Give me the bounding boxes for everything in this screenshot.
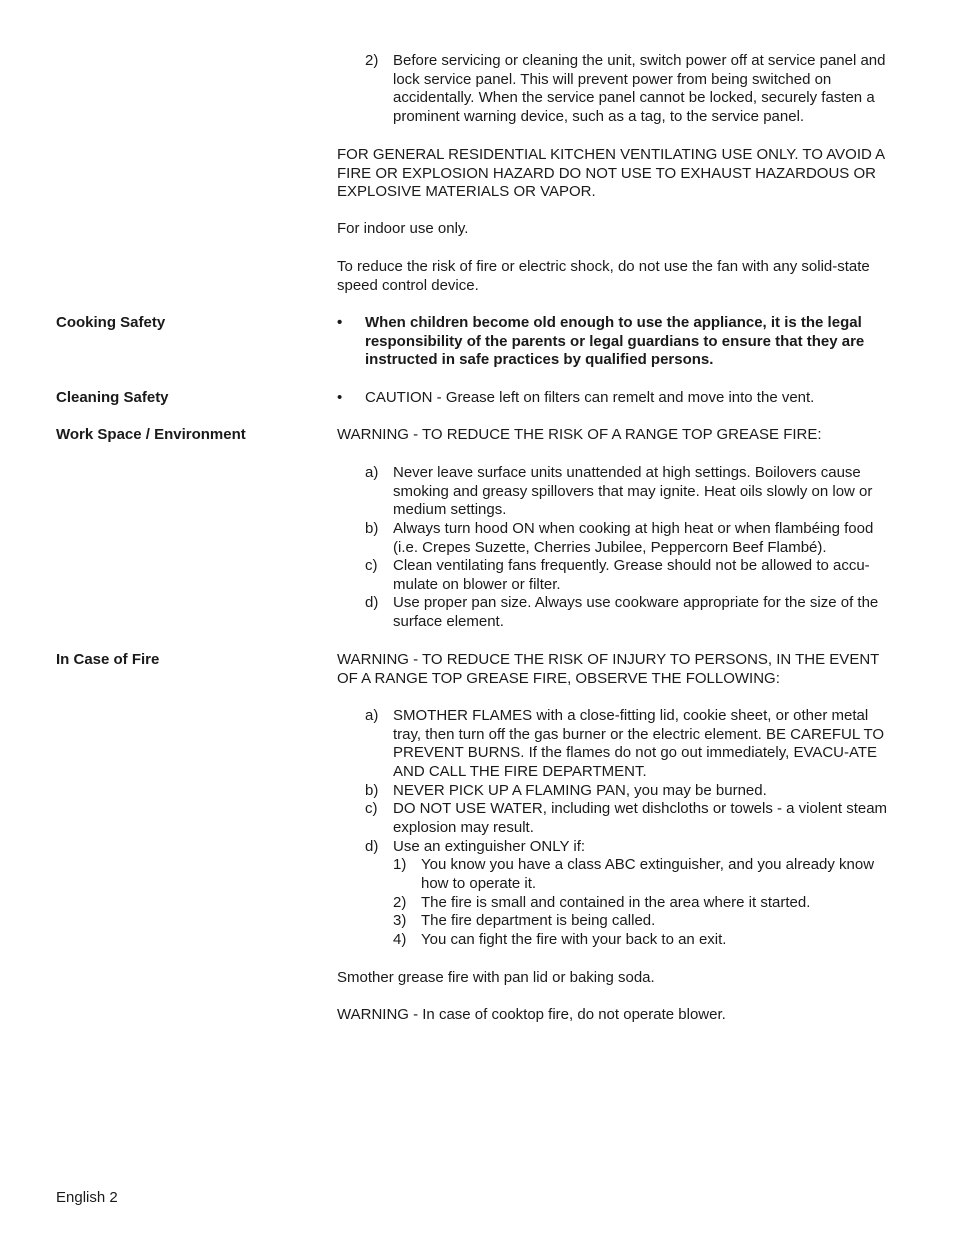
list-item-text: Clean ventilating fans frequently. Grease should not be allowed to accu-mulate on blower or filter. bbox=[393, 557, 870, 593]
list-item-text: You can fight the fire with your back to an exit. bbox=[421, 931, 727, 948]
list-item-text: The fire is small and contained in the area where it started. bbox=[421, 894, 811, 911]
list-marker: 1) bbox=[393, 856, 407, 873]
list-marker: 2) bbox=[393, 894, 407, 911]
list-marker: 3) bbox=[393, 912, 407, 929]
list-item-text: Always turn hood ON when cooking at high heat or when flambéing food (i.e. Crepes Suzette, Cherries Jubilee, Peppercorn Beef Flambé). bbox=[393, 520, 874, 556]
indoor-use-note: For indoor use only. bbox=[337, 220, 469, 237]
smother-note: Smother grease fire with pan lid or baking soda. bbox=[337, 969, 655, 986]
list-item-text: Use proper pan size. Always use cookware appropriate for the size of the surface element. bbox=[393, 594, 879, 630]
list-marker: b) bbox=[365, 520, 379, 537]
list-marker: d) bbox=[365, 838, 379, 855]
list-marker: a) bbox=[365, 707, 379, 724]
list-marker: a) bbox=[365, 464, 379, 481]
list-marker: b) bbox=[365, 782, 379, 799]
list-item-text: SMOTHER FLAMES with a close-fitting lid, cookie sheet, or other metal tray, then turn off the gas burner or the electric element. BE CAREFUL TO PREVENT BURNS. If the flames do not go out immediately, EVACU-ATE AND CALL THE FIRE DEPARTMENT. bbox=[393, 707, 885, 781]
list-item-text: NEVER PICK UP A FLAMING PAN, you may be burned. bbox=[393, 782, 767, 799]
list-item-text: Never leave surface units unattended at high settings. Boilovers cause smoking and greasy spillovers that may ignite. Heat oils slowly on low or medium settings. bbox=[393, 464, 873, 519]
page-footer: English 2 bbox=[56, 1189, 118, 1206]
cooktop-warning: WARNING - In case of cooktop fire, do not operate blower. bbox=[337, 1006, 726, 1023]
list-item-text: Before servicing or cleaning the unit, switch power off at service panel and lock service panel. This will prevent power from being switched on accidentally. When the service panel cannot be locked, securely fasten a prominent warning device, such as a tag, to the service panel. bbox=[393, 52, 886, 126]
list-marker: c) bbox=[365, 800, 378, 817]
shock-warning: To reduce the risk of fire or electric shock, do not use the fan with any solid-state speed control device. bbox=[337, 258, 870, 294]
bullet-icon: • bbox=[337, 314, 343, 331]
list-item-text: You know you have a class ABC extinguisher, and you already know how to operate it. bbox=[421, 856, 875, 892]
cleaning-safety-heading: Cleaning Safety bbox=[56, 389, 169, 406]
fire-warning: WARNING - TO REDUCE THE RISK OF INJURY TO PERSONS, IN THE EVENT OF A RANGE TOP GREASE FIRE, OBSERVE THE FOLLOWING: bbox=[337, 651, 880, 687]
list-item-text: DO NOT USE WATER, including wet dishcloths or towels - a violent steam explosion may result. bbox=[393, 800, 888, 836]
cooking-safety-heading: Cooking Safety bbox=[56, 314, 166, 331]
cleaning-safety-text: CAUTION - Grease left on filters can remelt and move into the vent. bbox=[365, 389, 815, 406]
cooking-safety-text: When children become old enough to use the appliance, it is the legal responsibility of the parents or legal guardians to ensure that they are instructed in safe practices by qualified persons. bbox=[365, 314, 865, 369]
list-item-text: The fire department is being called. bbox=[421, 912, 656, 929]
workspace-warning: WARNING - TO REDUCE THE RISK OF A RANGE TOP GREASE FIRE: bbox=[337, 426, 822, 443]
list-marker: c) bbox=[365, 557, 378, 574]
list-item-text: Use an extinguisher ONLY if: bbox=[393, 838, 586, 855]
workspace-heading: Work Space / Environment bbox=[56, 426, 246, 443]
fire-heading: In Case of Fire bbox=[56, 651, 160, 668]
list-marker: d) bbox=[365, 594, 379, 611]
general-use-warning: FOR GENERAL RESIDENTIAL KITCHEN VENTILATING USE ONLY. TO AVOID A FIRE OR EXPLOSION HAZARD DO NOT USE TO EXHAUST HAZARDOUS OR EXPLOSIVE MATERIALS OR VAPOR. bbox=[337, 146, 885, 201]
list-marker: 2) bbox=[365, 52, 379, 69]
bullet-icon: • bbox=[337, 389, 343, 406]
list-marker: 4) bbox=[393, 931, 407, 948]
